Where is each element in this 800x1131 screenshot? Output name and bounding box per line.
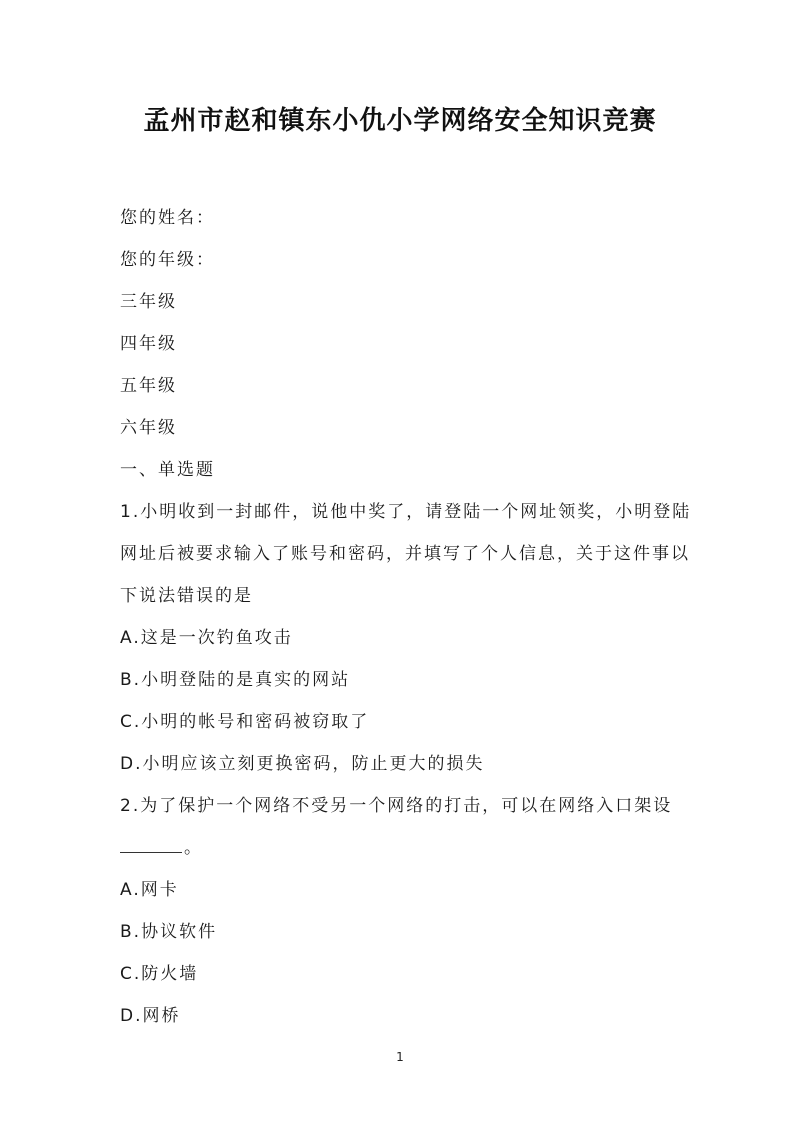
question-1-text-line-2: 网址后被要求输入了账号和密码，并填写了个人信息，关于这件事以 [120,544,690,564]
question-2-option-d: D.网桥 [120,1006,181,1026]
answer-blank [120,830,182,853]
grade-option-6: 六年级 [120,418,177,438]
grade-option-3: 三年级 [120,292,177,312]
question-1-option-a: A.这是一次钓鱼攻击 [120,628,293,648]
page-title: 孟州市赵和镇东小仇小学网络安全知识竞赛 [143,106,657,136]
grade-field-label: 您的年级： [120,250,215,270]
question-2-option-c: C.防火墙 [120,964,199,984]
question-2-option-a: A.网卡 [120,880,179,900]
grade-option-5: 五年级 [120,376,177,396]
name-field-label: 您的姓名： [120,208,215,228]
page-number: 1 [396,1050,404,1064]
question-2-text-line-1: 2.为了保护一个网络不受另一个网络的打击，可以在网络入口架设 [120,796,673,816]
question-1 [120,491,690,785]
question-2-option-b: B.协议软件 [120,922,218,942]
question-1-text-line-3: 下说法错误的是 [120,586,253,606]
question-1-option-c: C.小明的帐号和密码被窃取了 [120,712,370,732]
question-1-option-b: B.小明登陆的是真实的网站 [120,670,351,690]
section-heading: 一、单选题 [120,460,215,480]
quiz-body [120,197,690,1037]
question-2-blank-line [120,827,690,869]
question-1-text-line-1: 1.小明收到一封邮件，说他中奖了，请登陆一个网址领奖，小明登陆 [120,502,692,522]
blank-suffix: 。 [184,838,203,858]
question-2 [120,785,690,1037]
grade-option-4: 四年级 [120,334,177,354]
question-1-option-d: D.小明应该立刻更换密码，防止更大的损失 [120,754,485,774]
